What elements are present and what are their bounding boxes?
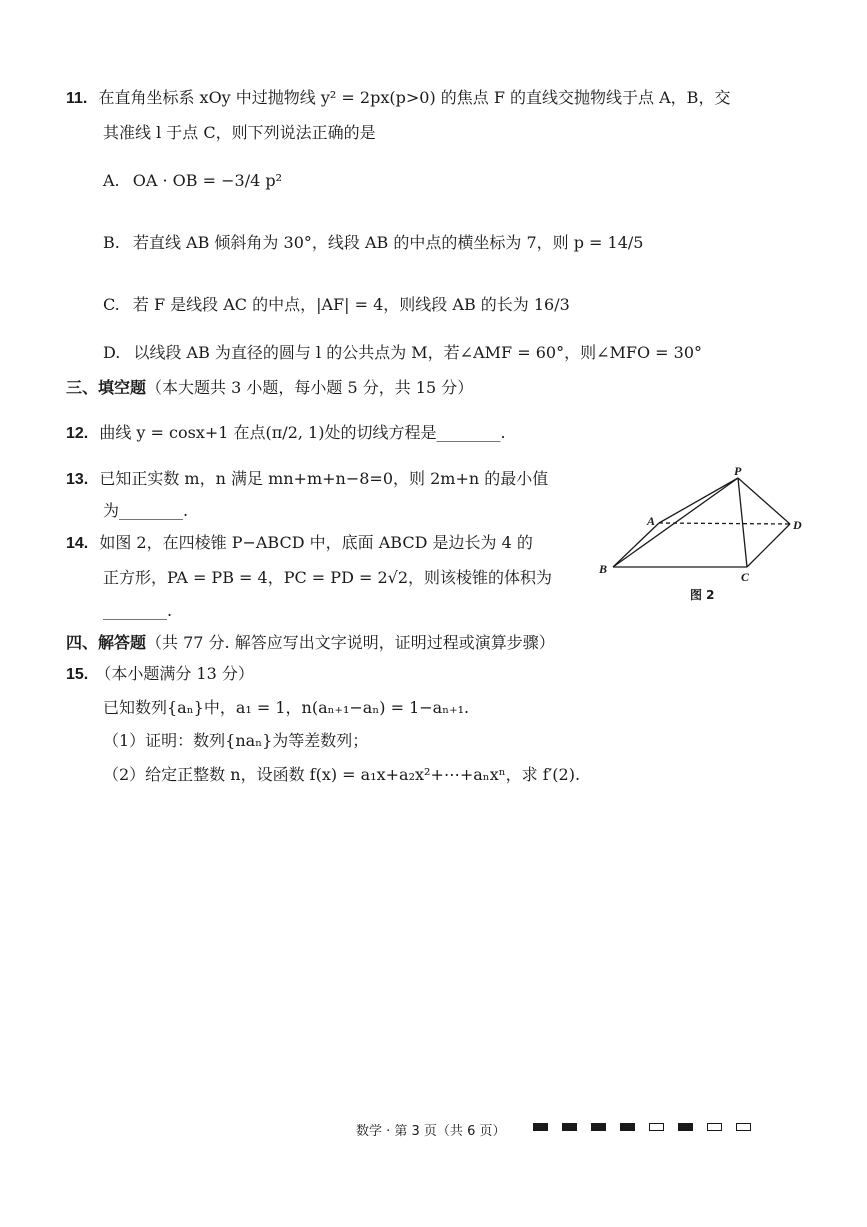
q13-line1-text: 已知正实数 m，n 满足 mn+m+n−8=0，则 2m+n 的最小值 [99,469,549,488]
footer-mark-8 [736,1123,751,1131]
q15-part2 [103,764,580,786]
q14-line1 [66,532,533,555]
q13-line2-text: 为________. [103,501,189,520]
q15-given-text: 已知数列{aₙ}中，a₁ = 1，n(aₙ₊₁−aₙ) = 1−aₙ₊₁. [103,698,470,717]
page-footer: 数学 · 第 3 页（共 6 页） [356,1124,506,1139]
q15-part2-text: （2）给定正整数 n，设函数 f(x) = a₁x+a₂x²+⋯+aₙxⁿ，求 f′(2). [103,765,581,784]
label-c: C [741,570,750,584]
q15-header: （本小题满分 13 分） [95,664,254,683]
q15-heading [66,663,254,686]
section4-note: （共 77 分. 解答应写出文字说明，证明过程或演算步骤） [146,633,555,652]
footer-mark-6 [678,1123,693,1131]
q13-number: 13. [66,471,89,488]
q11-option-d-label: D. [103,343,121,362]
q12-text: 曲线 y = cosx+1 在点(π/2, 1)处的切线方程是________. [99,423,506,442]
footer-mark-3 [591,1123,606,1131]
q11-option-d-text: 以线段 AB 为直径的圆与 l 的公共点为 M，若∠AMF = 60°，则∠MFO = 30° [133,343,703,362]
q14-line3-text: ________. [103,601,173,620]
footer-mark-1 [533,1123,548,1131]
section4-title: 四、解答题 [66,633,147,652]
label-d: D [793,518,802,532]
section3-note: （本大题共 3 小题，每小题 5 分，共 15 分） [146,378,474,397]
q11-line1 [66,87,730,110]
q14-line2-text: 正方形，PA = PB = 4，PC = PD = 2√2，则该棱锥的体积为 [103,568,553,587]
label-a: A [647,514,656,528]
q11-option-a [103,170,282,192]
q13-line2 [103,500,188,522]
q12-number: 12. [66,425,89,442]
figure-caption: 图 2 [690,588,715,602]
q15-part1-text: （1）证明：数列{naₙ}为等差数列； [103,731,369,750]
q11-option-c [103,294,570,316]
q11-option-b-text: 若直线 AB 倾斜角为 30°，线段 AB 的中点的横坐标为 7，则 p = 14/5 [132,233,644,252]
q11-option-a-label: A. [103,171,120,190]
q11-stem-line1: 在直角坐标系 xOy 中过抛物线 y² = 2px(p>0) 的焦点 F 的直线交抛物线于点 A，B，交 [98,88,731,107]
q14-line1-text: 如图 2，在四棱锥 P−ABCD 中，底面 ABCD 是边长为 4 的 [99,533,533,552]
figure-pyramid [595,460,815,595]
q14-line2 [103,567,552,589]
q14-number: 14. [66,535,89,552]
q11-option-c-text: 若 F 是线段 AC 的中点，|AF| = 4，则线段 AB 的长为 16/3 [132,295,570,314]
q15-given [103,697,469,719]
footer-mark-2 [562,1123,577,1131]
q14-line3 [103,600,172,622]
section4-heading [66,632,555,654]
edge-cd [747,524,790,567]
edge-ab [613,523,659,567]
edge-pc [738,478,747,567]
q11-number: 11. [66,90,88,107]
edge-pa [659,478,738,523]
section3-title: 三、填空题 [66,378,147,397]
q11-option-b [103,232,643,254]
q11-option-b-label: B. [103,233,120,252]
q15-part1 [103,730,368,752]
edge-pd [738,478,790,524]
q13-line1 [66,468,548,491]
label-b: B [599,562,608,576]
q11-line2 [103,122,376,144]
q11-option-d [103,342,702,364]
footer-mark-4 [620,1123,635,1131]
q11-option-a-text: OA · OB = −3/4 p² [132,171,283,190]
q11-stem-line2: 其准线 l 于点 C，则下列说法正确的是 [103,123,376,142]
label-p: P [734,464,742,478]
footer-marks [533,1123,751,1131]
q12-line [66,422,506,445]
q11-option-c-label: C. [103,295,120,314]
footer-mark-7 [707,1123,722,1131]
footer-mark-5 [649,1123,664,1131]
q15-number: 15. [66,666,89,683]
section3-heading [66,377,473,399]
edge-ad-hidden [659,523,790,524]
